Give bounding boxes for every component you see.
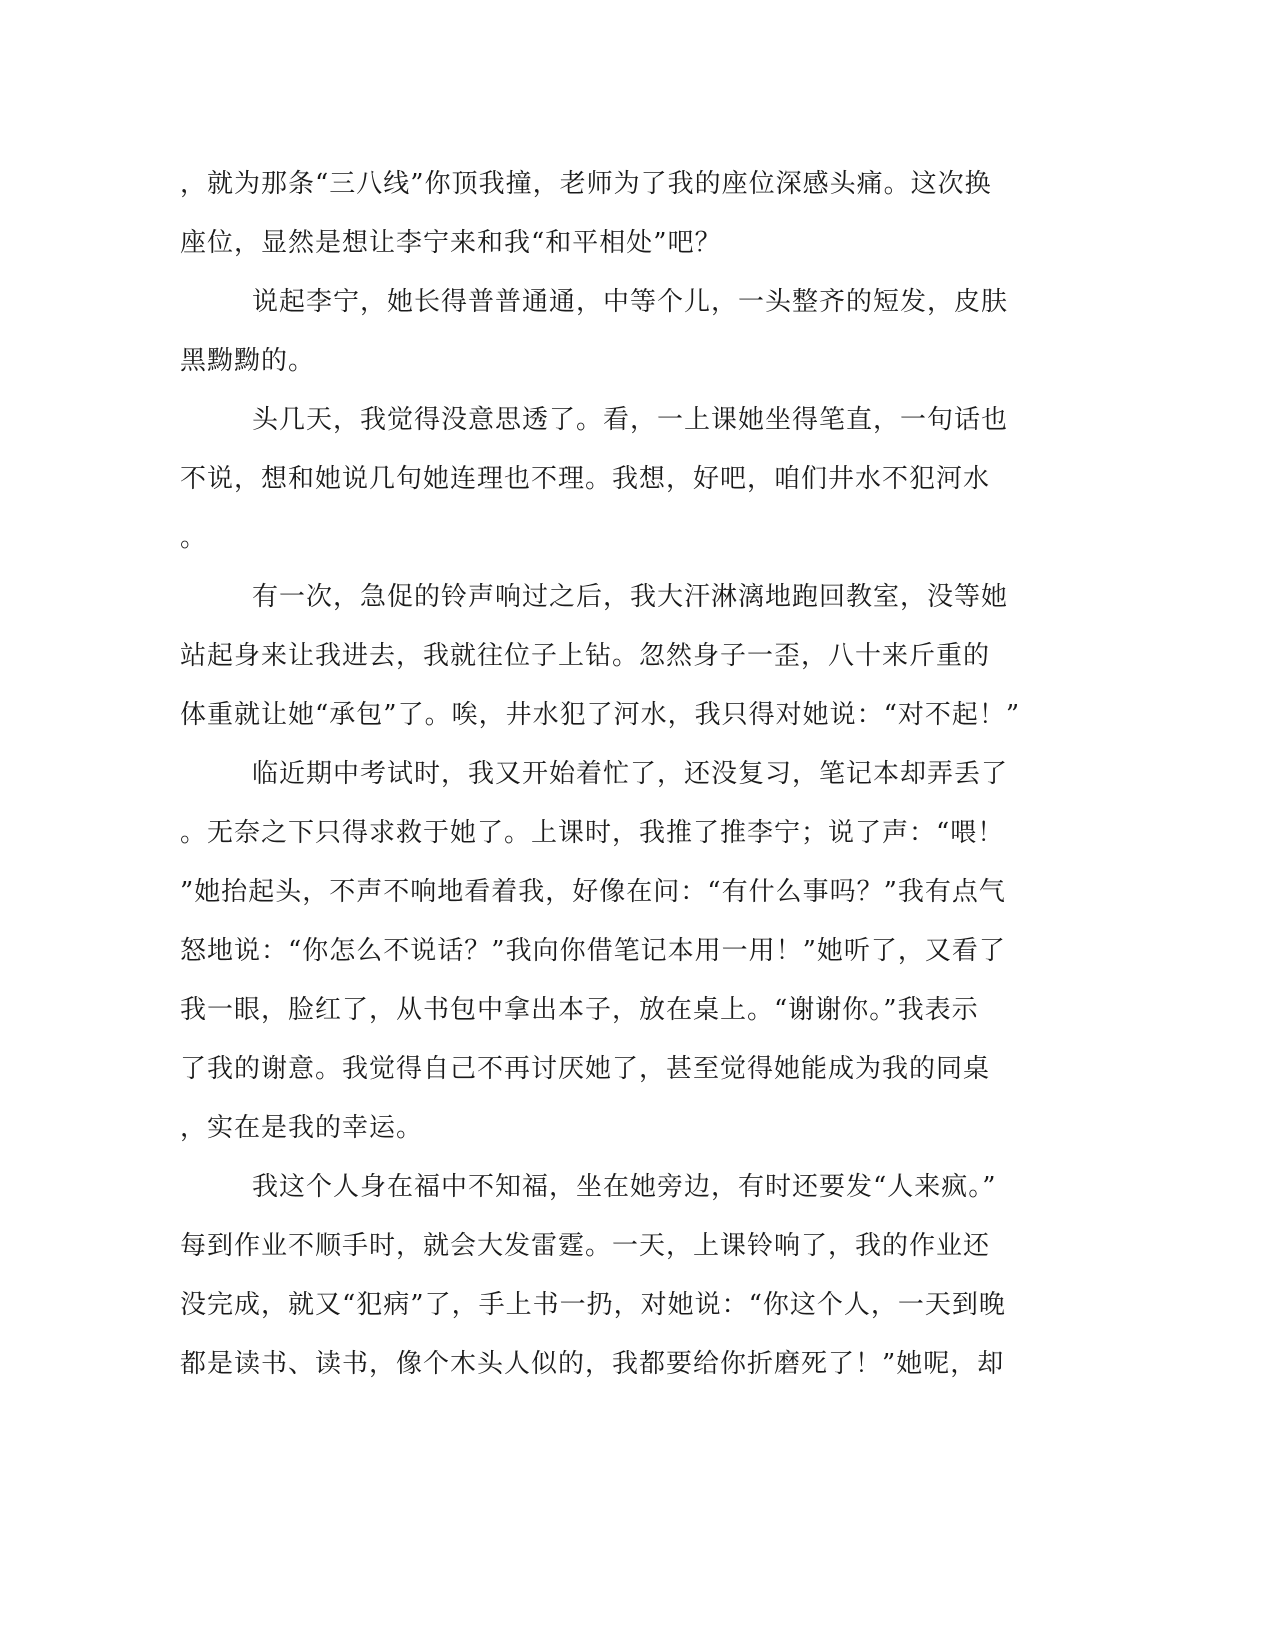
text-line: 。	[180, 523, 208, 553]
text-line: 体重就让她“承包”了。唉，井水犯了河水，我只得对她说：“对不起！”	[180, 700, 1021, 730]
text-line: 说起李宁，她长得普普通通，中等个儿，一头整齐的短发，皮肤	[252, 287, 1009, 317]
text-line: 我一眼，脸红了，从书包中拿出本子，放在桌上。“谢谢你。”我表示	[180, 995, 979, 1025]
text-line: ，就为那条“三八线”你顶我撞，老师为了我的座位深感头痛。这次换	[180, 169, 992, 199]
text-line: 了我的谢意。我觉得自己不再讨厌她了，甚至觉得她能成为我的同桌	[180, 1054, 991, 1084]
body-text	[180, 155, 1040, 1394]
text-line: 黑黝黝的。	[180, 346, 316, 376]
text-line: ”她抬起头，不声不响地看着我，好像在问：“有什么事吗？”我有点气	[180, 877, 1006, 907]
text-line: 临近期中考试时，我又开始着忙了，还没复习，笔记本却弄丢了	[252, 759, 1009, 789]
text-line: 我这个人身在福中不知福，坐在她旁边，有时还要发“人来疯。”	[252, 1172, 997, 1202]
text-line: 都是读书、读书，像个木头人似的，我都要给你折磨死了！”她呢，却	[180, 1349, 1005, 1379]
text-line: 怒地说：“你怎么不说话？”我向你借笔记本用一用！”她听了，又看了	[180, 936, 1006, 966]
text-line: 没完成，就又“犯病”了，手上书一扔，对她说：“你这个人，一天到晚	[180, 1290, 1006, 1320]
text-line: 。无奈之下只得求救于她了。上课时，我推了推李宁；说了声：“喂！	[180, 818, 1005, 848]
text-line: ，实在是我的幸运。	[180, 1113, 424, 1143]
text-line: 每到作业不顺手时，就会大发雷霆。一天，上课铃响了，我的作业还	[180, 1231, 991, 1261]
text-line: 有一次，急促的铃声响过之后，我大汗淋漓地跑回教室，没等她	[252, 582, 1009, 612]
text-line: 不说，想和她说几句她连理也不理。我想，好吧，咱们井水不犯河水	[180, 464, 991, 494]
text-line: 站起身来让我进去，我就往位子上钻。忽然身子一歪，八十来斤重的	[180, 641, 991, 671]
text-line: 座位，显然是想让李宁来和我“和平相处”吧？	[180, 228, 722, 258]
text-line: 头几天，我觉得没意思透了。看，一上课她坐得笔直，一句话也	[252, 405, 1009, 435]
